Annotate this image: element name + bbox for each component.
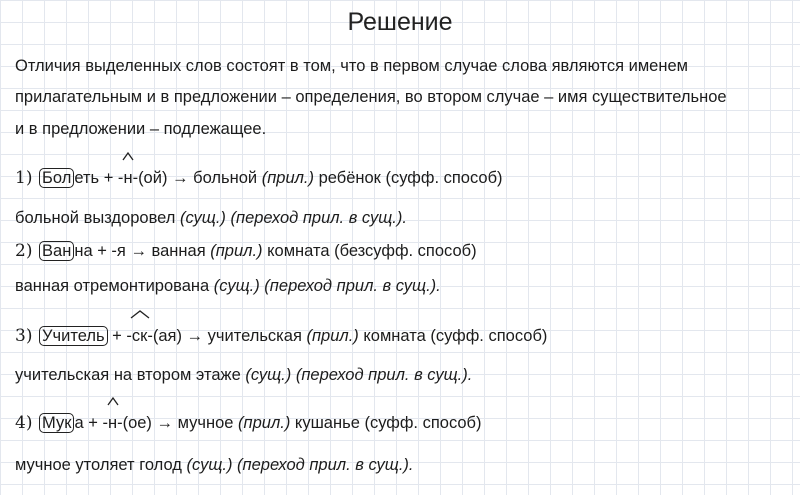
intro-line-2: прилагательным и в предложении – определения, во втором случае – имя существительное	[15, 88, 727, 106]
phrase-tail: ребёнок (суфф. способ)	[314, 169, 503, 187]
suffix-mark	[123, 167, 132, 189]
suffix-letters: ск	[131, 327, 148, 345]
sentence-text: учительская на втором этаже	[15, 366, 246, 384]
word-rest: +	[107, 327, 122, 345]
suffix-dash: -	[113, 169, 124, 187]
part-of-speech: (прил.)	[238, 414, 291, 432]
suffix-dash: -	[117, 414, 123, 432]
suffix-dash: -	[97, 414, 108, 432]
part-of-speech: (прил.)	[261, 169, 315, 187]
suffix-letters: н	[123, 169, 133, 187]
root-box: Ван	[39, 241, 74, 261]
item-3-analysis	[15, 325, 795, 347]
sentence-text: мучное утоляет голод	[15, 456, 187, 474]
word-rest: а +	[74, 414, 98, 432]
suffix-dash: -	[132, 169, 139, 187]
word-rest: еть +	[74, 169, 114, 187]
suffix-arc-icon	[121, 152, 135, 161]
item-4-sentence	[15, 454, 795, 476]
item-number: 4)	[15, 413, 33, 433]
suffix-dash: -	[121, 327, 132, 345]
item-number: 3)	[15, 326, 33, 346]
item-number: 2)	[15, 241, 33, 261]
intro-line-3: и в предложении – подлежащее.	[15, 120, 267, 138]
sentence-note: (сущ.) (переход прил. в сущ.).	[213, 277, 441, 295]
phrase-tail: кушанье (суфф. способ)	[290, 414, 482, 432]
page-title: Решение	[347, 8, 453, 36]
item-1-analysis	[15, 167, 795, 189]
item-number: 1)	[15, 168, 33, 188]
intro-line-1: Отличия выделенных слов состоят в том, что в первом случае слова являются именем	[15, 57, 688, 75]
part-of-speech: (прил.)	[306, 327, 359, 345]
item-4-analysis	[15, 412, 795, 434]
word-rest: на + -я → ванная	[74, 242, 211, 260]
part-of-speech: (прил.)	[210, 242, 263, 260]
phrase-tail: комната (безсуфф. способ)	[262, 242, 477, 260]
ending-text: (ой) → больной	[138, 169, 262, 187]
ending-text: (ая) → учительская	[152, 327, 307, 345]
sentence-note: (сущ.) (переход прил. в сущ.).	[245, 366, 473, 384]
sentence-note: (сущ.) (переход прил. в сущ.).	[186, 456, 414, 474]
suffix-arc-icon	[106, 397, 120, 406]
root-box: Мук	[39, 413, 74, 433]
sentence-text: ванная отремонтирована	[15, 277, 214, 295]
item-2-sentence	[15, 275, 795, 297]
suffix-arc-icon	[129, 310, 151, 319]
root-box: Бол	[39, 168, 74, 188]
item-1-sentence	[15, 207, 795, 229]
root-box: Учитель	[39, 326, 108, 346]
sentence-note: (сущ.) (переход прил. в сущ.).	[179, 209, 407, 227]
sentence-text: больной выздоровел	[15, 209, 180, 227]
suffix-letters: н	[107, 414, 118, 432]
suffix-mark	[132, 325, 147, 347]
suffix-mark	[108, 412, 117, 434]
ending-text: (ое) → мучное	[122, 414, 239, 432]
item-2-analysis	[15, 240, 795, 262]
suffix-dash: -	[147, 327, 153, 345]
item-3-sentence	[15, 364, 795, 386]
phrase-tail: комната (суфф. способ)	[358, 327, 548, 345]
